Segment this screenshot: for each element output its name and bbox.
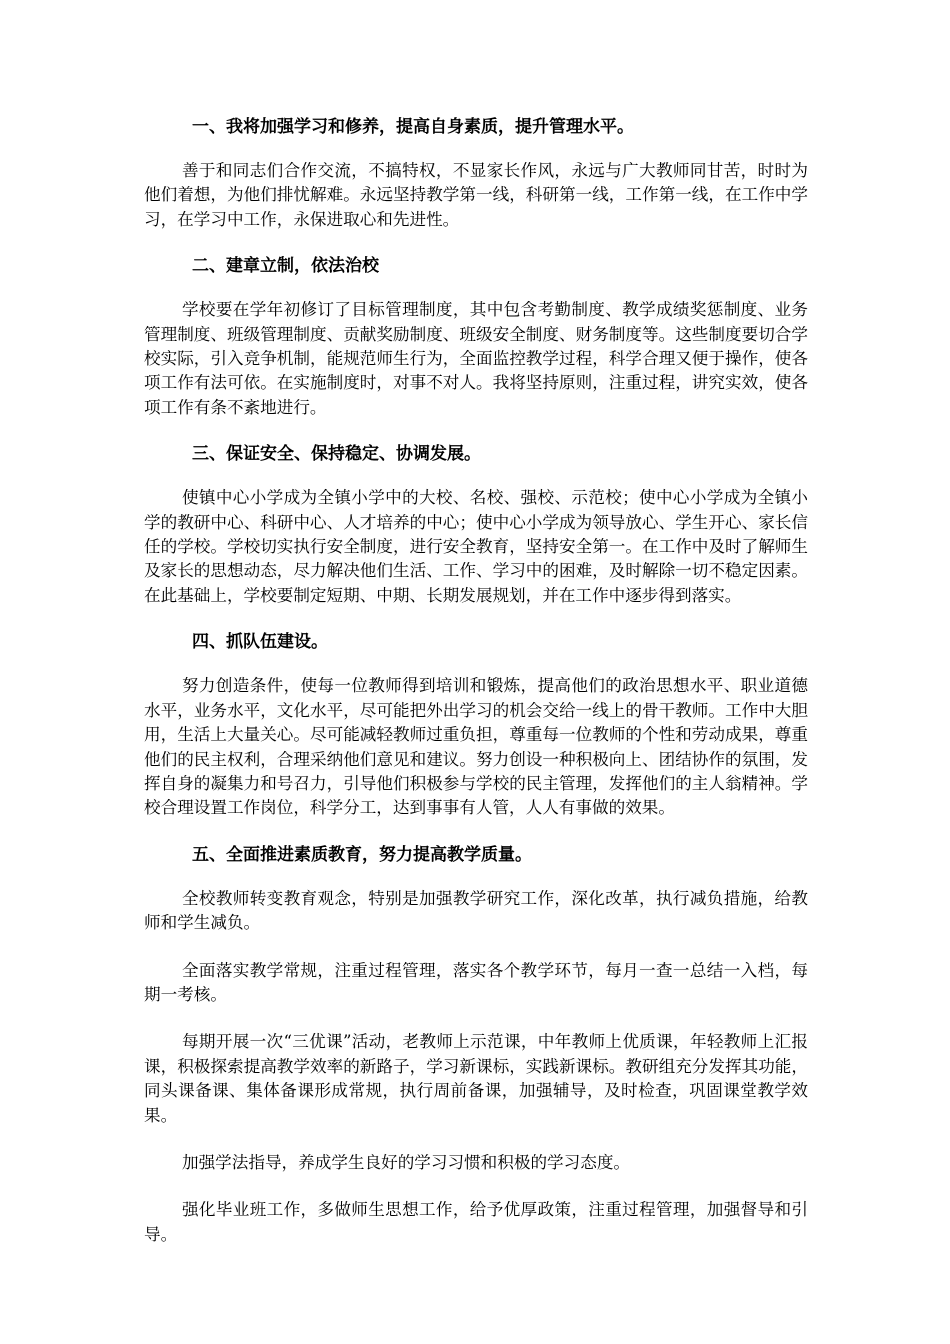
section-heading-3: 三、保证安全、保持稳定、协调发展。 bbox=[192, 444, 481, 465]
section-5-paragraph-4: 加强学法指导，养成学生良好的学习习惯和积极的学习态度。 bbox=[182, 1152, 631, 1172]
section-heading-1: 一、我将加强学习和修养，提高自身素质，提升管理水平。 bbox=[192, 117, 634, 137]
section-3-paragraph-1: 使镇中心小学成为全镇小学中的大校、名校、强校、示范校；使中心小学成为全镇小学的教研中心、科研中心、人才培养的中心；使中心小学成为领导放心、学生开心、家长信任的学校。学校切实执行安全制度，进行安全教育，坚持安全第一。在工作中及时了解师生及家长的思想动态，尽力解决他们生活、工作、学习中的困难，及时解除一切不稳定因素。在此基础上，学校要制定短期、中期、长期发展规划，并在工作中逐步得到落实。 bbox=[144, 488, 808, 605]
section-5-paragraph-3: 每期开展一次“三优课”活动，老教师上示范课，中年教师上优质课，年轻教师上汇报课，积极探索提高教学效率的新路子，学习新课标，实践新课标。教研组充分发挥其功能，同头课备课、集体备课形成常规，执行周前备课，加强辅导，及时检查，巩固课堂教学效果。 bbox=[144, 1032, 808, 1125]
section-heading-4: 四、抓队伍建设。 bbox=[192, 632, 328, 653]
section-heading-2: 二、建章立制，依法治校 bbox=[192, 256, 379, 277]
section-5-paragraph-2: 全面落实教学常规，注重过程管理，落实各个教学环节，每月一查一总结一入档，每期一考核。 bbox=[144, 960, 808, 1004]
section-5-paragraph-1: 全校教师转变教育观念，特别是加强教学研究工作，深化改革，执行减负措施，给教师和学生减负。 bbox=[144, 888, 808, 933]
section-1-paragraph-1: 善于和同志们合作交流，不搞特权，不显家长作风，永远与广大教师同甘苦，时时为他们着想，为他们排忧解难。永远坚持教学第一线，科研第一线，工作第一线，在工作中学习，在学习中工作，永保进取心和先进性。 bbox=[144, 161, 808, 229]
section-5-paragraph-5: 强化毕业班工作，多做师生思想工作，给予优厚政策，注重过程管理，加强督导和引导。 bbox=[144, 1200, 808, 1244]
section-4-paragraph-1: 努力创造条件，使每一位教师得到培训和锻炼，提高他们的政治思想水平、职业道德水平，业务水平，文化水平，尽可能把外出学习的机会交给一线上的骨干教师。工作中大胆用，生活上大量关心。尽可能减轻教师过重负担，尊重每一位教师的个性和劳动成果，尊重他们的民主权利，合理采纳他们意见和建议。努力创设一种积极向上、团结协作的氛围，发挥自身的凝集力和号召力，引导他们积极参与学校的民主管理，发挥他们的主人翁精神。学校合理设置工作岗位，科学分工，达到事事有人管，人人有事做的效果。 bbox=[144, 676, 808, 818]
section-heading-5: 五、全面推进素质教育，努力提高教学质量。 bbox=[192, 844, 532, 865]
section-2-paragraph-1: 学校要在学年初修订了目标管理制度，其中包含考勤制度、教学成绩奖惩制度、业务管理制度、班级管理制度、贡献奖励制度、班级安全制度、财务制度等。这些制度要切合学校实际，引入竞争机制，能规范师生行为，全面监控教学过程，科学合理又便于操作，使各项工作有法可依。在实施制度时，对事不对人。我将坚持原则，注重过程，讲究实效，使各项工作有条不紊地进行。 bbox=[144, 300, 808, 417]
